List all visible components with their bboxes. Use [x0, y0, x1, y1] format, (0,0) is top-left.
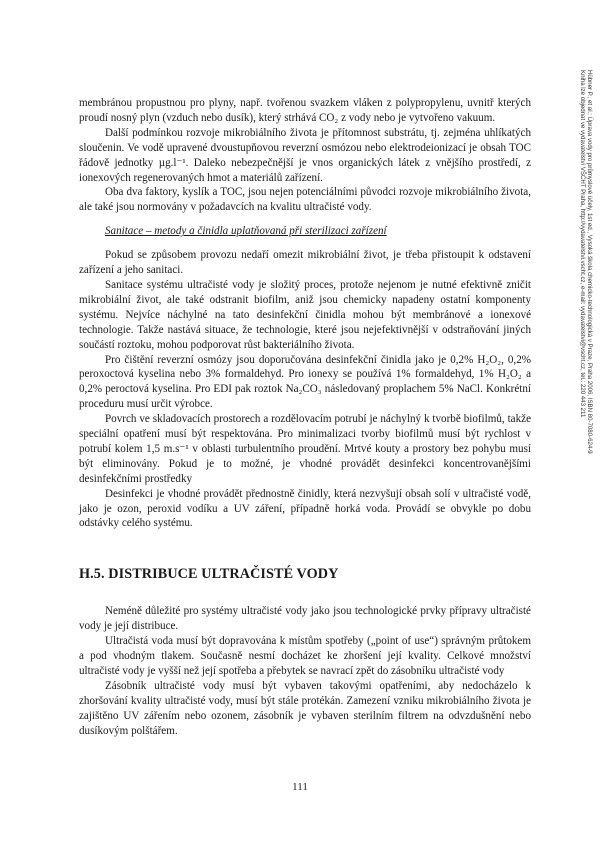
citation-line-2: Kniha lze objednat ve vydavatelství VŠCHT Praha, http://vydavatelstvi.vscht.cz, e-mail: vydavatelstvi@vscht.cz, tel.: 220 443 211 [578, 70, 586, 418]
paragraph: Pro čištění reverzní osmózy jsou doporučována desinfekční činidla jako je 0,2% H₂O₂, 0,2% peroxoctová kyselina nebo 3% formaldehyd. Pro ionexy se používá 1% formaldehyd, 1% H₂O₂ a 0,2% peroctová kyselina. Pro EDI pak roztok Na₂CO₃ následovaný proplachem 5% NaCl. Konkrétní proceduru musí určit výrobce. [79, 353, 531, 411]
paragraph: Neméně důležité pro systémy ultračisté vody jako jsou technologické prvky přípravy ultračisté vody je její distribuce. [79, 605, 531, 633]
paragraph: membránou propustnou pro plyny, např. tvořenou svazkem vláken z polypropylenu, uvnitř kterých proudí nosný plyn (vzduch nebo dusík), který strhává CO₂ z vody nebo je vytvořeno vakuum. [79, 97, 531, 124]
paragraph: Sanitace systému ultračisté vody je složitý proces, protože nejenom je nutné efektivně zničit mikrobiální život, ale také odstranit biofilm, aniž jsou chemicky napadeny ostatní komponenty systému. Nejvíce náchylné na tato desinfekční činidla mohou být membránové a ionexové technologie. Takže nastává situace, že technologie, které jsou nejefektivnější v odstraňování jiných součástí roztoku, mohou podporovat růst bakteriálního života. [79, 278, 531, 351]
paragraph: Zásobník ultračisté vody musí být vybaven takovými opatřeními, aby nedocházelo k zhoršování kvality ultračisté vody, musí být stále protékán. Zamezení vzniku mikrobiálního života je zajištěno UV zářením nebo ozonem, zásobník je vybaven sterilním filtrem na odvzdušnění nebo dusíkovým polštářem. [79, 679, 531, 737]
citation-line-1: Hübner P., et al.: Úprava vody pro průmyslové účely, 1st ed., Vysoká škola chemicko-technologická v Praze, Praha 2006, ISBN 80-7080-624-9 [586, 70, 593, 454]
subheading: Sanitace – metody a činidla uplatňovaná při sterilizaci zařízení [105, 225, 387, 238]
page-number: 111 [292, 781, 308, 793]
paragraph: Oba dva faktory, kyslík a TOC, jsou nejen potenciálními původci rozvoje mikrobiálního života, ale také jsou normovány v požadavcích na kvalitu ultračisté vody. [79, 186, 531, 214]
section-heading: H.5. DISTRIBUCE ULTRAČISTÉ VODY [79, 566, 339, 583]
paragraph: Ultračistá voda musí být dopravována k místům spotřeby („point of use“) správným průtokem a pod vhodným tlakem. Současně nesmí docházet ke zhoršení její kvality. Celkové množství ultračisté vody je vyšší než její spotřeba a přebytek se navrací zpět do zásobníku ultračisté vody [79, 635, 531, 677]
paragraph: Další podmínkou rozvoje mikrobiálního života je přítomnost substrátu, tj. zejména uhlíkatých sloučenin. Ve vodě upravené dvoustupňovou reverzní osmózou nebo elektrodeionizací je obsah TOC řádově jednotky µg.l⁻¹. Daleko nebezpečnější je vnos organických látek z vnějšího prostředí, z ionexových regenerovaných hmot a materiálů zařízení. [79, 126, 531, 184]
paragraph: Desinfekci je vhodné provádět přednostně činidly, která nezvyšují obsah solí v ultračisté vodě, jako je ozon, peroxid vodíku a UV záření, případně horká voda. Provádí se obvykle po dobu odstávky celého systému. [79, 487, 531, 530]
side-citation [579, 70, 593, 600]
paragraph: Pokud se způsobem provozu nedaří omezit mikrobiální život, je třeba přistoupit k odstavení zařízení a jeho sanitaci. [79, 249, 531, 277]
paragraph: Povrch ve skladovacích prostorech a rozdělovacím potrubí je náchylný k tvorbě biofilmů, takže speciální opatření musí být respektována. Pro minimalizaci tvorby biofilmů musí být rychlost v potrubí kolem 1,5 m.s⁻¹ v oblasti turbulentního proudění. Mrtvé kouty a prostory bez pohybu musí být eliminovány. Pokud je to možné, je vhodné provádět desinfekci koncentrovanějšími desinfekčními prostředky [79, 413, 531, 485]
document-body [79, 96, 531, 738]
